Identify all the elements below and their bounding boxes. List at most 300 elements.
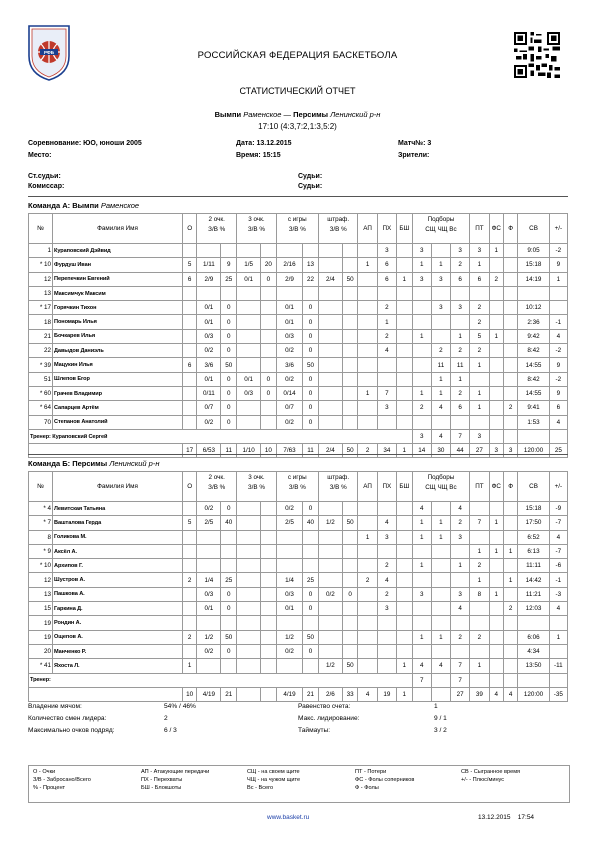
footer-website-link[interactable]: www.basket.ru [267, 814, 310, 821]
col-header-f: Ф [503, 214, 517, 244]
col-header-px: ПХ [377, 472, 396, 502]
cell-p2p: 0 [221, 386, 237, 400]
cell-fta [318, 372, 342, 386]
cell-vs: 1 [451, 559, 470, 573]
cell-p2a [197, 616, 221, 630]
legend-item: % - Процент [33, 785, 66, 791]
cell-px [377, 415, 396, 429]
cell-pt: 1 [470, 544, 489, 558]
cell-vs: 4 [451, 502, 470, 516]
cell-fga: 0/2 [276, 372, 302, 386]
cell-bsh [396, 372, 412, 386]
team-a-heading-name: Вымпи [72, 201, 99, 210]
cell-fs [489, 530, 503, 544]
cell-p3a: 0/1 [237, 372, 261, 386]
col-header-fg [276, 472, 318, 502]
cell-chsh [431, 244, 450, 258]
cell-fs [489, 559, 503, 573]
col-header-sv: СВ [518, 214, 549, 244]
cell-name: Рондин А. [53, 616, 183, 630]
table-row [29, 544, 568, 558]
cell-bsh: 1 [396, 659, 412, 673]
cell-chsh [431, 573, 450, 587]
col-header-rebounds-label: Подборы [427, 216, 455, 223]
cell-sv: 9:05 [518, 244, 549, 258]
match-number-value: 3 [427, 140, 432, 147]
cell-sv: 1:53 [518, 415, 549, 429]
cell-o [182, 587, 196, 601]
coach-row [29, 673, 568, 687]
total-p3p: 10 [261, 444, 277, 458]
cell-chsh: 1 [431, 386, 450, 400]
cell-p3p: 20 [261, 258, 277, 272]
cell-o [182, 530, 196, 544]
cell-o [182, 286, 196, 300]
cell-pt [470, 616, 489, 630]
cell-fgp: 0 [303, 602, 319, 616]
cell-chsh [431, 544, 450, 558]
cell-p2a: 0/11 [197, 386, 221, 400]
cell-pt: 2 [470, 301, 489, 315]
cell-p2a [197, 544, 221, 558]
team-a-name: Вымпи [214, 110, 242, 119]
cell-sch: 2 [412, 401, 431, 415]
col-sub-made-att: З/В [208, 226, 218, 233]
cell-bsh [396, 244, 412, 258]
cell-pm: -9 [549, 502, 567, 516]
legend-col-4 [355, 768, 414, 792]
cell-no: 19 [29, 616, 53, 630]
cell-pm: 9 [549, 386, 567, 400]
cell-sv: 10:12 [518, 301, 549, 315]
coach-pt: 3 [470, 429, 489, 443]
cell-f [503, 587, 517, 601]
cell-sch [412, 602, 431, 616]
cell-p3p [261, 301, 277, 315]
cell-fgp [303, 286, 319, 300]
cell-fga: 0/2 [276, 344, 302, 358]
cell-name: Архипов Г. [53, 559, 183, 573]
cell-fta [318, 315, 342, 329]
total-bsh: 1 [396, 444, 412, 458]
cell-p2a: 0/2 [197, 344, 221, 358]
totals-row [29, 687, 568, 701]
judges-info [298, 173, 322, 180]
cell-sch [412, 415, 431, 429]
cell-fta: 1/2 [318, 516, 342, 530]
col-header-pm: +/- [549, 472, 567, 502]
cell-p3p [261, 544, 277, 558]
cell-ap [358, 644, 377, 658]
cell-p3a [237, 630, 261, 644]
team-a-city: Раменское [243, 110, 282, 119]
cell-p2a: 0/1 [197, 315, 221, 329]
cell-p3a [237, 301, 261, 315]
cell-px: 4 [377, 344, 396, 358]
cell-p2a: 0/3 [197, 587, 221, 601]
cell-chsh [431, 644, 450, 658]
cell-pm: -1 [549, 573, 567, 587]
col-header-3pts-sub [238, 484, 275, 491]
col-sub-ssh: СЩ [425, 484, 436, 491]
cell-ftp: 50 [342, 516, 358, 530]
cell-sch: 1 [412, 386, 431, 400]
cell-name: Фурдуш Иван [53, 258, 183, 272]
date-label: Дата: [236, 140, 255, 147]
total-px: 19 [377, 687, 396, 701]
cell-bsh [396, 573, 412, 587]
cell-ap [358, 415, 377, 429]
total-fta: 2/6 [318, 687, 342, 701]
cell-p3a [237, 573, 261, 587]
coach-empty [503, 673, 517, 687]
col-header-3pts-label: 3 очк. [248, 216, 265, 223]
col-header-rebounds [412, 472, 470, 502]
cell-fgp [303, 244, 319, 258]
cell-chsh: 1 [431, 258, 450, 272]
cell-o [182, 544, 196, 558]
cell-name: Мацукин Илья [53, 358, 183, 372]
max-lead-label: Макс. лидирование: [298, 715, 360, 722]
cell-vs: 11 [451, 358, 470, 372]
cell-ftp [342, 544, 358, 558]
cell-fgp [303, 559, 319, 573]
cell-no: * 60 [29, 386, 53, 400]
total-p3p [261, 687, 277, 701]
coach-sch: 3 [412, 429, 431, 443]
cell-name: Давыдов Даниэль [53, 344, 183, 358]
cell-bsh [396, 315, 412, 329]
ties-value: 1 [434, 703, 438, 710]
cell-px [377, 644, 396, 658]
cell-name: Перепечкин Евгений [53, 272, 183, 286]
cell-fs [489, 344, 503, 358]
cell-pt: 7 [470, 516, 489, 530]
cell-no: 19 [29, 630, 53, 644]
cell-bsh [396, 502, 412, 516]
totals-empty [29, 444, 183, 458]
cell-p3p [261, 630, 277, 644]
cell-name: Бочкарев Илья [53, 329, 183, 343]
cell-p3p: 0 [261, 372, 277, 386]
max-run-value: 6 / 3 [164, 727, 177, 734]
cell-pt: 5 [470, 329, 489, 343]
cell-p2a [197, 559, 221, 573]
col-header-2pts-label: 2 очк. [208, 474, 225, 481]
cell-p3a [237, 602, 261, 616]
cell-f [503, 244, 517, 258]
cell-bsh [396, 644, 412, 658]
cell-sv: 12:03 [518, 602, 549, 616]
cell-p3p: 0 [261, 386, 277, 400]
cell-fga: 1/2 [276, 630, 302, 644]
total-f: 4 [503, 687, 517, 701]
cell-ftp [342, 616, 358, 630]
cell-chsh: 11 [431, 358, 450, 372]
legend-item: ЧЩ - на чужом щите [247, 777, 301, 783]
cell-vs [451, 544, 470, 558]
cell-fga [276, 244, 302, 258]
cell-name: Манченко Р. [53, 644, 183, 658]
divider [28, 196, 568, 197]
col-header-fs: ФС [489, 214, 503, 244]
table-row [29, 559, 568, 573]
col-header-f: Ф [503, 472, 517, 502]
cell-name: Ощепов А. [53, 630, 183, 644]
table-row [29, 644, 568, 658]
cell-pm: 1 [549, 630, 567, 644]
cell-fs [489, 644, 503, 658]
cell-fta [318, 386, 342, 400]
cell-no: 22 [29, 344, 53, 358]
cell-no: 21 [29, 329, 53, 343]
cell-chsh: 4 [431, 401, 450, 415]
col-header-bsh: БШ [396, 472, 412, 502]
col-header-pt: ПТ [470, 214, 489, 244]
total-p2a: 6/53 [197, 444, 221, 458]
cell-pm [549, 286, 567, 300]
total-fgp: 11 [303, 444, 319, 458]
legend-item: Вс - Всего [247, 785, 274, 791]
total-pm: 25 [549, 444, 567, 458]
col-header-fg-label: с игры [287, 474, 307, 481]
table-row [29, 401, 568, 415]
cell-name: Яхоста Л. [53, 659, 183, 673]
cell-name: Шустров А. [53, 573, 183, 587]
cell-pt: 1 [470, 401, 489, 415]
cell-fs: 1 [489, 329, 503, 343]
cell-f [503, 258, 517, 272]
coach-empty [518, 673, 549, 687]
legend-item: ПХ - Перехваты [141, 777, 183, 783]
cell-ftp [342, 573, 358, 587]
cell-f [503, 644, 517, 658]
legend-col-1 [33, 768, 91, 792]
cell-sch: 1 [412, 559, 431, 573]
footer-time: 17:54 [517, 814, 535, 821]
report-title: СТАТИСТИЧЕСКИЙ ОТЧЕТ [239, 86, 356, 96]
cell-sv: 8:42 [518, 344, 549, 358]
team-b-name: Персимы [293, 110, 329, 119]
cell-pt: 2 [470, 630, 489, 644]
cell-f [503, 659, 517, 673]
cell-fga [276, 544, 302, 558]
cell-p3p [261, 315, 277, 329]
cell-name: Аксёл А. [53, 544, 183, 558]
legend-col-2 [141, 768, 209, 792]
cell-pm: 4 [549, 329, 567, 343]
cell-f [503, 630, 517, 644]
cell-ap [358, 544, 377, 558]
total-fgp: 21 [303, 687, 319, 701]
cell-o [182, 559, 196, 573]
cell-pm: -11 [549, 659, 567, 673]
cell-sch: 1 [412, 530, 431, 544]
cell-fga [276, 659, 302, 673]
time-label: Время: [236, 152, 261, 159]
cell-p3a [237, 516, 261, 530]
cell-fga: 0/7 [276, 401, 302, 415]
cell-o: 1 [182, 659, 196, 673]
cell-fs [489, 315, 503, 329]
cell-px: 6 [377, 272, 396, 286]
total-o: 17 [182, 444, 196, 458]
cell-no: * 10 [29, 559, 53, 573]
cell-ap [358, 272, 377, 286]
cell-p3a [237, 530, 261, 544]
cell-name: Левитская Татьяна [53, 502, 183, 516]
cell-fga: 2/9 [276, 272, 302, 286]
col-sub-made-att: З/В [288, 226, 299, 233]
cell-ftp [342, 644, 358, 658]
cell-bsh [396, 344, 412, 358]
cell-no: 12 [29, 272, 53, 286]
cell-p3p [261, 587, 277, 601]
cell-o [182, 616, 196, 630]
col-header-pt: ПТ [470, 472, 489, 502]
cell-fgp: 25 [303, 573, 319, 587]
cell-p3p [261, 502, 277, 516]
cell-p2a: 1/2 [197, 630, 221, 644]
timeouts-value: 3 / 2 [434, 727, 447, 734]
table-row [29, 358, 568, 372]
total-sch: 14 [412, 444, 431, 458]
cell-sv: 15:18 [518, 502, 549, 516]
ball-possession-label: Владение мячом: [28, 703, 82, 710]
coach-row [29, 429, 568, 443]
cell-bsh [396, 516, 412, 530]
total-pm: -35 [549, 687, 567, 701]
cell-pt: 1 [470, 358, 489, 372]
coach-cell [29, 429, 413, 443]
cell-bsh [396, 587, 412, 601]
cell-sch: 4 [412, 659, 431, 673]
col-header-fs: ФС [489, 472, 503, 502]
cell-bsh [396, 358, 412, 372]
coach-empty [503, 429, 517, 443]
cell-p3p [261, 516, 277, 530]
cell-p3p [261, 602, 277, 616]
cell-p3a: 0/1 [237, 272, 261, 286]
team-b-heading [28, 459, 159, 468]
table-row [29, 516, 568, 530]
cell-p2a: 1/4 [197, 573, 221, 587]
table-row [29, 502, 568, 516]
cell-sv: 4:34 [518, 644, 549, 658]
legend-item: БШ - Блокшоты [141, 785, 182, 791]
cell-ftp [342, 358, 358, 372]
cell-fta: 2/4 [318, 272, 342, 286]
cell-vs: 6 [451, 272, 470, 286]
cell-f [503, 286, 517, 300]
cell-sch [412, 372, 431, 386]
total-ap: 4 [358, 687, 377, 701]
abbreviations-legend [28, 765, 570, 803]
cell-chsh [431, 415, 450, 429]
total-chsh [431, 687, 450, 701]
cell-px: 6 [377, 258, 396, 272]
cell-pt [470, 530, 489, 544]
cell-px: 7 [377, 386, 396, 400]
cell-ap [358, 244, 377, 258]
cell-ap [358, 616, 377, 630]
cell-name: Степанов Анатолий [53, 415, 183, 429]
cell-fta [318, 301, 342, 315]
cell-bsh [396, 329, 412, 343]
cell-sv: 14:55 [518, 386, 549, 400]
cell-fgp: 0 [303, 587, 319, 601]
cell-p3p [261, 244, 277, 258]
table-row [29, 573, 568, 587]
cell-fgp: 0 [303, 372, 319, 386]
cell-px [377, 616, 396, 630]
cell-sv: 6:13 [518, 544, 549, 558]
cell-fga: 0/3 [276, 587, 302, 601]
cell-name: Горячкин Тихон [53, 301, 183, 315]
cell-p2p [221, 530, 237, 544]
cell-fs: 2 [489, 272, 503, 286]
col-header-ft [318, 214, 358, 244]
cell-px [377, 659, 396, 673]
cell-pm: -2 [549, 372, 567, 386]
cell-no: 13 [29, 587, 53, 601]
col-sub-pct: % [219, 484, 226, 491]
total-pt: 27 [470, 444, 489, 458]
cell-p2p: 40 [221, 516, 237, 530]
team-b-heading-prefix: Команда Б: [28, 459, 71, 468]
cell-chsh: 4 [431, 659, 450, 673]
cell-sch [412, 644, 431, 658]
cell-fta [318, 530, 342, 544]
cell-fta [318, 415, 342, 429]
cell-p3a [237, 315, 261, 329]
cell-fga: 0/1 [276, 315, 302, 329]
cell-pm: 4 [549, 530, 567, 544]
cell-fs: 1 [489, 587, 503, 601]
cell-f [503, 502, 517, 516]
judges2-info [298, 183, 322, 190]
cell-p2a: 2/5 [197, 516, 221, 530]
cell-fgp: 0 [303, 415, 319, 429]
cell-ap [358, 630, 377, 644]
total-p3a: 1/10 [237, 444, 261, 458]
cell-no: 70 [29, 415, 53, 429]
cell-no: * 10 [29, 258, 53, 272]
cell-p2a: 0/3 [197, 329, 221, 343]
cell-ap [358, 344, 377, 358]
date-info [236, 140, 292, 147]
total-sv: 120:00 [518, 444, 549, 458]
cell-sv: 13:50 [518, 659, 549, 673]
cell-pt [470, 644, 489, 658]
cell-o [182, 372, 196, 386]
cell-fgp: 0 [303, 315, 319, 329]
cell-pm [549, 616, 567, 630]
cell-px [377, 544, 396, 558]
cell-name: Грачев Владимир [53, 386, 183, 400]
cell-ap [358, 559, 377, 573]
cell-ap [358, 587, 377, 601]
cell-fs: 1 [489, 244, 503, 258]
cell-f [503, 415, 517, 429]
coach-empty [549, 673, 567, 687]
cell-sch [412, 315, 431, 329]
col-header-fg-sub [278, 226, 317, 233]
cell-ftp [342, 401, 358, 415]
judges2-label: Судьи: [298, 183, 323, 190]
cell-o [182, 602, 196, 616]
cell-f: 1 [503, 573, 517, 587]
